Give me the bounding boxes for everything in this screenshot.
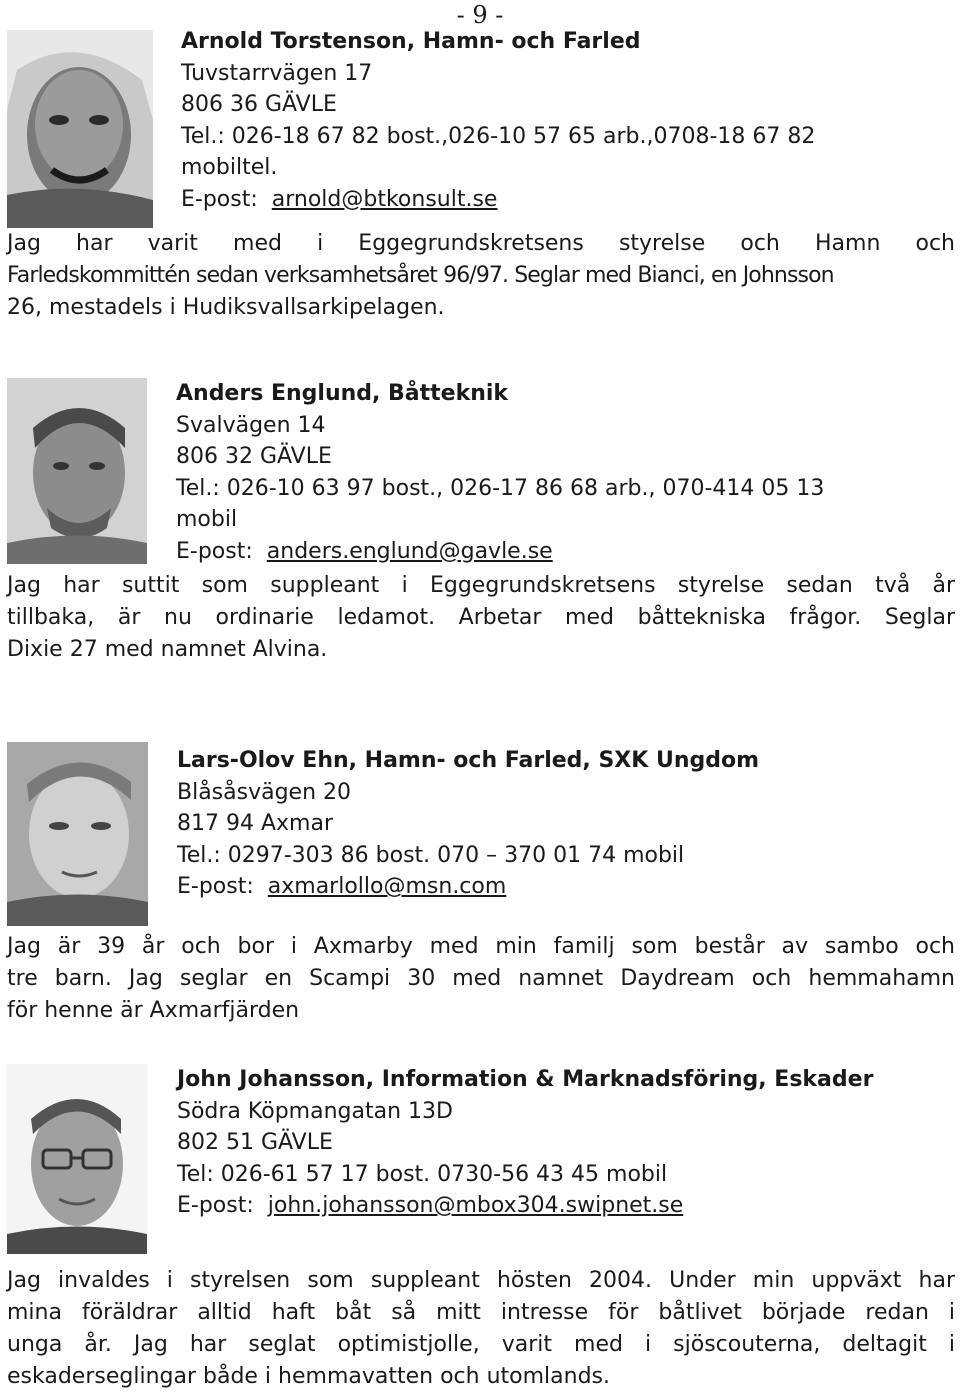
street-address: Södra Köpmangatan 13D <box>177 1098 453 1124</box>
phone-numbers-cont: mobiltel. <box>181 155 278 180</box>
phone-numbers: Tel: 026-61 57 17 bost. 0730-56 43 45 mobil <box>177 1161 668 1187</box>
street-address: Tuvstarrvägen 17 <box>181 60 373 86</box>
bio-line: 26, mestadels i Hudiksvallsarkipelagen. <box>7 295 445 320</box>
bio-line: Jag har suttit som suppleant i Eggegrundskretsens styrelse sedan två år <box>7 573 955 598</box>
bio-line: Jag är 39 år och bor i Axmarby med min familj som består av sambo och <box>7 934 955 959</box>
email-label: E-post: <box>177 1193 254 1218</box>
email-label: E-post: <box>177 874 254 899</box>
bio-line: Farledskommittén sedan verksamhetsåret 96/97. Seglar med Bianci, en Johnsson <box>7 263 834 288</box>
bio-line: mina föräldrar alltid haft båt så mitt intresse för båtlivet började redan i <box>7 1300 955 1325</box>
street-address: Blåsåsvägen 20 <box>177 779 352 805</box>
bio-anders <box>7 570 955 666</box>
bio-line: unga år. Jag har seglat optimistjolle, varit med i sjöscouterna, deltagit i <box>7 1332 955 1357</box>
bio-line: Jag har varit med i Eggegrundskretsens styrelse och Hamn och <box>7 231 955 256</box>
postal-city: 802 51 GÄVLE <box>177 1130 333 1155</box>
contact-card-anders <box>176 378 824 567</box>
bio-lars-olov <box>7 931 955 1027</box>
bio-john <box>7 1265 955 1393</box>
bio-line: för henne är Axmarfjärden <box>7 998 300 1023</box>
person-name: John Johansson, Information & Marknadsföring, Eskader <box>177 1067 874 1092</box>
bio-line: tre barn. Jag seglar en Scampi 30 med namnet Daydream och hemmahamn <box>7 966 955 991</box>
page-number: - 9 - <box>456 1 504 29</box>
postal-city: 817 94 Axmar <box>177 811 333 836</box>
contact-card-john <box>177 1064 873 1222</box>
contact-card-lars-olov <box>177 745 759 903</box>
email-link[interactable]: axmarlollo@msn.com <box>267 874 507 899</box>
contact-card-arnold <box>181 26 815 215</box>
portrait-photo-anders <box>7 378 147 564</box>
bio-line: eskaderseglingar både i hemmavatten och utomlands. <box>7 1364 610 1389</box>
portrait-photo-lars-olov <box>7 742 148 926</box>
street-address: Svalvägen 14 <box>176 412 326 438</box>
person-name: Lars-Olov Ehn, Hamn- och Farled, SXK Ungdom <box>177 748 760 773</box>
phone-numbers: Tel.: 026-10 63 97 bost., 026-17 86 68 arb., 070-414 05 13 <box>176 475 825 501</box>
bio-line: Dixie 27 med namnet Alvina. <box>7 637 328 662</box>
phone-numbers-cont: mobil <box>176 507 238 532</box>
email-link[interactable]: john.johansson@mbox304.swipnet.se <box>267 1193 684 1218</box>
phone-numbers: Tel.: 026-18 67 82 bost.,026-10 57 65 arb.,0708-18 67 82 <box>181 123 816 149</box>
bio-arnold <box>7 228 955 324</box>
email-label: E-post: <box>176 538 253 564</box>
portrait-photo-john <box>7 1064 147 1254</box>
person-name: Arnold Torstenson, Hamn- och Farled <box>181 29 641 54</box>
portrait-photo-arnold <box>7 30 153 228</box>
postal-city: 806 32 GÄVLE <box>176 444 332 469</box>
email-link[interactable]: arnold@btkonsult.se <box>271 186 498 212</box>
phone-numbers: Tel.: 0297-303 86 bost. 070 – 370 01 74 mobil <box>177 842 685 868</box>
bio-line: tillbaka, är nu ordinarie ledamot. Arbetar med båttekniska frågor. Seglar <box>7 605 955 630</box>
email-label: E-post: <box>181 186 258 212</box>
postal-city: 806 36 GÄVLE <box>181 92 337 117</box>
person-name: Anders Englund, Båtteknik <box>176 381 509 406</box>
bio-line: Jag invaldes i styrelsen som suppleant hösten 2004. Under min uppväxt har <box>7 1268 955 1293</box>
email-link[interactable]: anders.englund@gavle.se <box>266 538 553 564</box>
